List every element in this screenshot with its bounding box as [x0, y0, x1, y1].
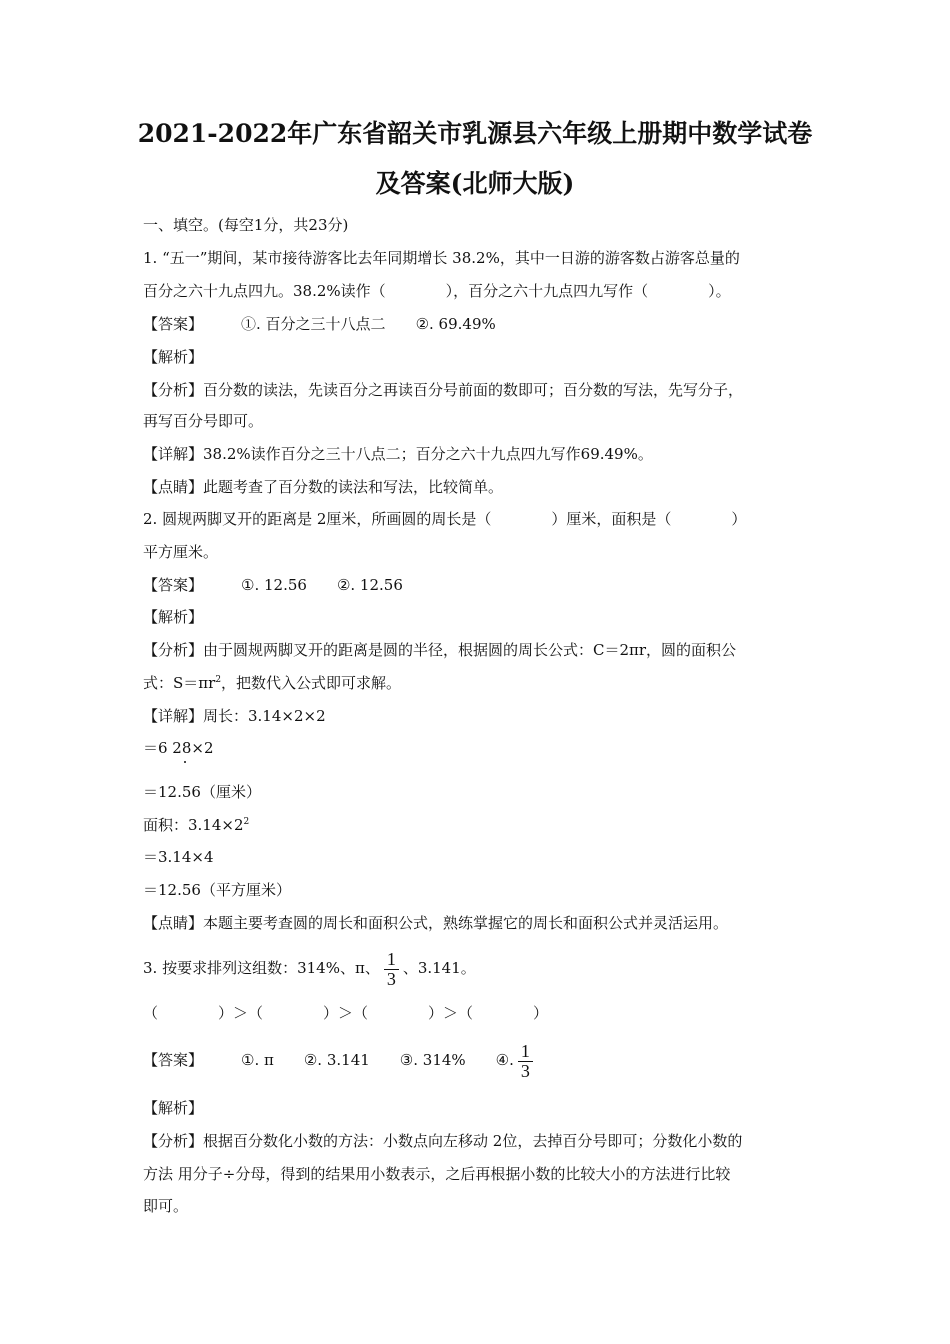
q1-detail: 【详解】38.2%读作百分之三十八点二；百分之六十九点四九写作69.49%。 [143, 445, 653, 463]
q2-analysis-line-1: 【分析】由于圆规两脚叉开的距离是圆的半径，根据圆的周长公式：C＝2πr，圆的面积公 [143, 641, 737, 659]
exponent: 2 [243, 817, 250, 827]
q2-question-line-1: 2. 圆规两脚叉开的距离是 2厘米，所画圆的周长是（ ）厘米，面积是（ ） [143, 510, 747, 528]
q2-detail-line-6: ＝12.56（平方厘米） [143, 881, 291, 899]
q1-question-line-2: 百分之六十九点四九。38.2%读作（ ），百分之六十九点四九写作（ ）。 [143, 282, 731, 300]
q1-comment: 【点睛】此题考查了百分数的读法和写法，比较简单。 [143, 478, 504, 496]
q3-answer-1: ①. π [241, 1051, 274, 1069]
q3-answer-2: ②. 3.141 [303, 1051, 370, 1069]
q3-jiexi-label: 【解析】 [143, 1099, 204, 1117]
q1-question-line-1: 1. “五一”期间，某市接待游客比去年同期增长 38.2%，其中一日游的游客数占游客总量的 [143, 249, 740, 267]
exponent: 2 [215, 675, 222, 685]
fraction-one-third: $\frac{1}{3}$ [384, 950, 399, 989]
q1-analysis-line-1: 【分析】百分数的读法，先读百分之再读百分号前面的数即可；百分数的写法，先写分子， [143, 381, 744, 399]
fraction-one-third: $\frac{1}{3}$ [518, 1042, 533, 1081]
document-title-line-1: 2021-2022年广东省韶关市乳源县六年级上册期中数学试卷 [137, 119, 813, 148]
q2-analysis-line-2: 式：$S=\pi r^2$，把数代入公式即可求解。 [143, 674, 402, 692]
q2-detail-line-5: ＝3.14×4 [143, 848, 214, 866]
answer-label: 【答案】 [143, 576, 204, 594]
q3-blanks: （ ）＞（ ）＞（ ）＞（ ） [143, 1004, 549, 1022]
q3-question-line-1: 3. 按要求排列这组数：314%、π、 $\frac{1}{3}$ 、3.141。 [143, 948, 476, 989]
q3-answer-4: ④. [495, 1051, 514, 1069]
q3-analysis-line-1: 【分析】根据百分数化小数的方法：小数点向左移动 2位，去掉百分号即可；分数化小数的 [143, 1132, 743, 1150]
q2-detail-line-1: 【详解】周长：3.14×2×2 [143, 707, 326, 725]
q2-detail-line-2: ＝6 28×2 [143, 739, 214, 757]
q2-detail-line-4: 面积：$3.14\times 2^2$ [143, 816, 250, 834]
answer-label: 【答案】 [143, 1051, 204, 1069]
q2-jiexi-label: 【解析】 [143, 608, 204, 626]
section-heading: 一、填空。(每空1分，共23分) [143, 216, 349, 234]
q2-answer [143, 574, 403, 596]
q2-answer-2: ②. 12.56 [336, 576, 403, 594]
q1-answer-1: ①. 百分之三十八点二 [241, 315, 386, 333]
q1-answer [143, 313, 496, 335]
decimal-point-mark [184, 761, 186, 763]
q2-answer-1: ①. 12.56 [241, 576, 307, 594]
q3-analysis-line-2: 方法 用分子÷分母，得到的结果用小数表示，之后再根据小数的比较大小的方法进行比较 [143, 1165, 731, 1183]
q2-question-line-2: 平方厘米。 [143, 543, 219, 561]
document-title-line-2: 及答案(北师大版) [375, 169, 575, 198]
q2-detail-line-3: ＝12.56（厘米） [143, 783, 261, 801]
q1-answer-2: ②. 69.49% [415, 315, 496, 333]
answer-label: 【答案】 [143, 315, 204, 333]
q3-answer [143, 1038, 537, 1082]
q3-analysis-line-3: 即可。 [143, 1197, 189, 1215]
q2-comment: 【点睛】本题主要考查圆的周长和面积公式，熟练掌握它的周长和面积公式并灵活运用。 [143, 914, 729, 932]
q1-analysis-line-2: 再写百分号即可。 [143, 412, 264, 430]
q1-jiexi-label: 【解析】 [143, 348, 204, 366]
q3-answer-3: ③. 314% [399, 1051, 466, 1069]
